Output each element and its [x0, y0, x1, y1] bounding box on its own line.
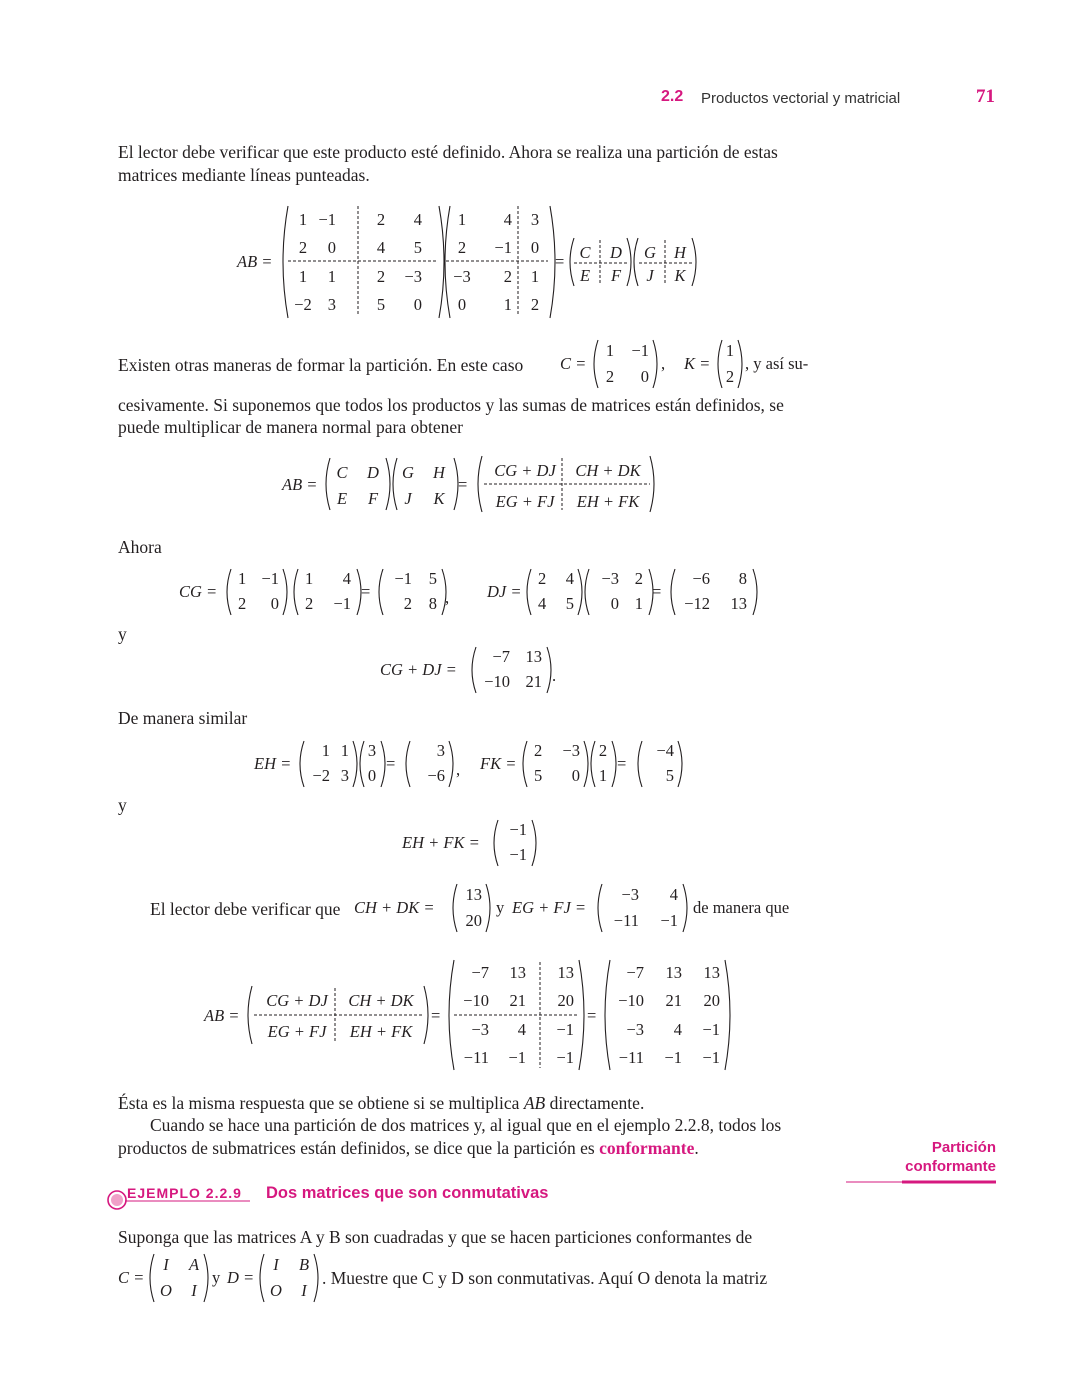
parenthesis-bracket [478, 456, 482, 512]
parenthesis-bracket [527, 569, 531, 615]
parenthesis-bracket [445, 206, 450, 318]
parenthesis-bracket [683, 884, 687, 932]
math-symbol: 2 [598, 741, 608, 760]
math-symbol: 0 [530, 238, 540, 257]
math-symbol: 1 [598, 766, 608, 785]
math-symbol: −3 [621, 885, 639, 904]
math-symbol: 1 [305, 569, 314, 588]
math-symbol: 5 [534, 766, 543, 785]
math-symbol: −11 [463, 1048, 489, 1067]
math-symbol: AB = [282, 475, 318, 494]
equation-final-ab [200, 956, 740, 1078]
parenthesis-bracket [360, 741, 364, 787]
paragraph-line: Existen otras maneras de formar la partición. En este caso [118, 355, 524, 375]
page-number: 71 [976, 86, 995, 107]
math-symbol: I [301, 1281, 307, 1300]
math-symbol: = [431, 1006, 441, 1025]
math-symbol: 1 [298, 267, 308, 286]
math-symbol: −3 [471, 1020, 489, 1039]
parenthesis-bracket [453, 884, 457, 932]
paragraph-line: Ésta es la misma respuesta que se obtiene si se multiplica AB directamente. [118, 1093, 645, 1113]
parenthesis-bracket [260, 1254, 264, 1302]
math-symbol: −3 [404, 267, 422, 286]
math-symbol: = [458, 475, 468, 494]
math-symbol: 2 [503, 267, 512, 286]
math-symbol: 1 [327, 267, 336, 286]
math-symbol: 1 [321, 741, 330, 760]
paragraph-line: y [118, 624, 127, 644]
math-symbol: F [610, 266, 622, 285]
math-symbol: 2 [403, 594, 412, 613]
math-symbol: EG + FJ = [512, 898, 587, 917]
math-symbol: 0 [640, 367, 649, 386]
paragraph-line: matrices mediante líneas punteadas. [118, 165, 370, 185]
term-conformante: conformante [599, 1138, 695, 1158]
parenthesis-bracket [612, 741, 616, 787]
math-symbol: −1 [664, 1048, 682, 1067]
math-symbol: 1 [634, 594, 643, 613]
math-symbol: 1 [457, 210, 467, 229]
parenthesis-bracket [283, 206, 288, 318]
math-symbol: I [163, 1255, 169, 1274]
math-symbol: −2 [312, 766, 330, 785]
matrix-a [288, 206, 437, 316]
math-symbol: y [496, 898, 505, 917]
inline-c-k-matrices [556, 336, 826, 392]
parenthesis-bracket [594, 340, 598, 388]
math-symbol: 4 [342, 569, 351, 588]
math-symbol: −11 [618, 1048, 644, 1067]
math-symbol: 5 [413, 238, 422, 257]
math-symbol: −10 [463, 991, 489, 1010]
math-symbol: 21 [509, 991, 526, 1010]
math-symbol: 21 [525, 672, 542, 691]
section-number: 2.2 [661, 88, 684, 105]
math-symbol: EH + FK [349, 1022, 413, 1041]
parenthesis-bracket [314, 1254, 318, 1302]
math-symbol: EH + FK = [402, 833, 480, 852]
math-symbol: 13 [509, 963, 526, 982]
math-symbol: G [402, 463, 414, 482]
math-symbol: CH + DK = [354, 898, 435, 917]
parenthesis-bracket [300, 741, 304, 787]
math-symbol: 13 [557, 963, 574, 982]
math-symbol: 0 [571, 766, 580, 785]
margin-rule [846, 1178, 998, 1186]
math-symbol: 4 [503, 210, 512, 229]
math-symbol: de manera que [693, 898, 790, 917]
math-symbol: 3 [340, 766, 349, 785]
parenthesis-bracket [379, 569, 383, 615]
parenthesis-bracket [494, 820, 498, 866]
math-symbol: −1 [702, 1020, 720, 1039]
math-symbol: H [433, 463, 445, 482]
math-symbol: E [579, 266, 591, 285]
parenthesis-bracket [585, 569, 589, 615]
math-symbol: −1 [494, 238, 512, 257]
math-symbol: 4 [669, 885, 678, 904]
paragraph-line: cesivamente. Si suponemos que todos los productos y las sumas de matrices están definidos, se [118, 395, 784, 415]
math-symbol: −1 [631, 341, 649, 360]
math-symbol: CH + DK [348, 991, 414, 1010]
math-symbol: EH = [254, 754, 292, 773]
parenthesis-bracket [449, 741, 453, 787]
math-symbol: D [367, 463, 379, 482]
math-symbol: 2 [538, 569, 547, 588]
math-symbol: C [336, 463, 348, 482]
math-symbol: 1 [503, 295, 512, 314]
parenthesis-bracket [393, 458, 397, 510]
margin-note: Partición conformante [905, 1139, 996, 1175]
paragraph-line: El lector debe verificar que este producto esté definido. Ahora se realiza una partición de estas [118, 142, 778, 162]
parenthesis-bracket [386, 458, 390, 510]
math-symbol: C = [560, 354, 587, 373]
math-symbol: 20 [557, 991, 574, 1010]
paragraph-line: De manera similar [118, 708, 248, 728]
math-symbol: O [270, 1281, 282, 1300]
math-symbol: 0 [413, 295, 422, 314]
math-symbol: 5 [428, 569, 437, 588]
math-symbol: AB = [204, 1006, 240, 1025]
parenthesis-bracket [725, 960, 730, 1070]
math-symbol: 4 [517, 1020, 526, 1039]
math-symbol: 1 [530, 267, 540, 286]
parenthesis-bracket [547, 647, 551, 693]
math-symbol: CG = [179, 582, 218, 601]
math-symbol: 2 [534, 741, 543, 760]
math-symbol: C [579, 243, 591, 262]
parenthesis-bracket [523, 741, 527, 787]
math-symbol: 13 [665, 963, 682, 982]
math-symbol: −3 [562, 741, 580, 760]
math-symbol: 13 [465, 885, 482, 904]
math-symbol: = [652, 582, 662, 601]
math-symbol: O [160, 1281, 172, 1300]
math-symbol: 1 [725, 341, 735, 360]
math-symbol: −10 [618, 991, 644, 1010]
math-symbol: −1 [702, 1048, 720, 1067]
math-symbol: , [661, 354, 666, 373]
math-symbol: 2 [457, 238, 467, 257]
math-symbol: B [298, 1255, 310, 1274]
equation-eh-fk [250, 737, 690, 791]
math-symbol: = [386, 754, 396, 773]
math-symbol: 21 [665, 991, 682, 1010]
math-symbol: 5 [665, 766, 674, 785]
math-symbol: = [617, 754, 627, 773]
parenthesis-bracket [486, 884, 490, 932]
math-symbol: 13 [703, 963, 720, 982]
parenthesis-bracket [605, 960, 610, 1070]
math-symbol: 2 [298, 238, 308, 257]
math-symbol: −1 [508, 1048, 526, 1067]
math-symbol: CG + DJ [494, 461, 556, 480]
math-symbol: −1 [509, 820, 527, 839]
equation-partitioned-ab [230, 200, 710, 325]
math-symbol: CH + DK [575, 461, 641, 480]
math-symbol: = [361, 582, 371, 601]
math-symbol: CG + DJ [266, 991, 328, 1010]
math-symbol: −1 [261, 569, 279, 588]
paragraph-line: . Muestre que C y D son conmutativas. Aquí O denota la matriz [322, 1268, 768, 1288]
math-symbol: −11 [613, 911, 639, 930]
math-symbol: −1 [556, 1048, 574, 1067]
equation-block-product [278, 452, 668, 518]
paragraph-line: productos de submatrices están definidos, se dice que la partición es conformante. [118, 1138, 699, 1158]
math-symbol: J [404, 489, 412, 508]
math-symbol: J [646, 266, 654, 285]
math-symbol: 0 [327, 238, 336, 257]
parenthesis-bracket [591, 741, 595, 787]
math-symbol: 1 [340, 741, 349, 760]
paragraph-line: puede multiplicar de manera normal para obtener [118, 417, 463, 437]
math-symbol: 2 [605, 367, 615, 386]
math-symbol: C = [118, 1268, 145, 1287]
math-symbol: D [610, 243, 622, 262]
math-symbol: −7 [471, 963, 489, 982]
example-tag: EJEMPLO 2.2.9 [127, 1185, 242, 1201]
math-symbol: K [674, 266, 686, 285]
math-symbol: 3 [436, 741, 445, 760]
math-symbol: H [674, 243, 686, 262]
parenthesis-bracket [584, 741, 588, 787]
paragraph-line: y [118, 795, 127, 815]
math-symbol: −1 [556, 1020, 574, 1039]
math-symbol: I [191, 1281, 197, 1300]
math-symbol: −10 [484, 672, 510, 691]
parenthesis-bracket [579, 960, 584, 1070]
math-symbol: 3 [327, 295, 336, 314]
parenthesis-bracket [150, 1254, 154, 1302]
math-symbol: EG + FJ [267, 1022, 327, 1041]
inline-ch-eg-matrices [350, 880, 810, 936]
math-symbol: CG + DJ = [380, 660, 457, 679]
math-symbol: D = [227, 1268, 255, 1287]
math-symbol: I [273, 1255, 279, 1274]
parenthesis-bracket [381, 741, 385, 787]
parenthesis-bracket [248, 986, 252, 1044]
math-symbol: A [188, 1255, 200, 1274]
parenthesis-bracket [283, 569, 287, 615]
parenthesis-bracket [653, 340, 657, 388]
math-symbol: 13 [525, 647, 542, 666]
parenthesis-bracket [692, 238, 696, 286]
paragraph-line: El lector debe verificar que [150, 899, 341, 919]
math-symbol: 4 [673, 1020, 682, 1039]
math-symbol: 4 [538, 594, 547, 613]
math-symbol: y [212, 1268, 221, 1287]
math-symbol: −4 [656, 741, 674, 760]
parenthesis-bracket [738, 340, 742, 388]
paragraph-line: Cuando se hace una partición de dos matrices y, al igual que en el ejemplo 2.2.8, todos los [150, 1115, 782, 1135]
math-symbol: 0 [610, 594, 619, 613]
math-symbol: 2 [376, 267, 386, 286]
parenthesis-bracket [634, 238, 638, 286]
math-symbol: 20 [703, 991, 720, 1010]
parenthesis-bracket [449, 960, 454, 1070]
eq-lhs: AB = [237, 252, 273, 271]
parenthesis-bracket [472, 647, 476, 693]
parenthesis-bracket [227, 569, 231, 615]
parenthesis-bracket [532, 820, 536, 866]
math-symbol: 8 [738, 569, 747, 588]
math-symbol: FK = [480, 754, 517, 773]
parenthesis-bracket [598, 884, 602, 932]
math-symbol: −1 [394, 569, 412, 588]
parenthesis-bracket [204, 1254, 208, 1302]
parenthesis-bracket [406, 741, 410, 787]
math-symbol: 2 [238, 594, 247, 613]
parenthesis-bracket [326, 458, 330, 510]
math-symbol: 1 [238, 569, 247, 588]
math-symbol: 2 [725, 367, 735, 386]
math-symbol: 2 [376, 210, 386, 229]
section-title: Productos vectorial y matricial [701, 90, 901, 107]
matrix-b [446, 206, 548, 316]
math-symbol: −6 [427, 766, 445, 785]
math-symbol: −1 [318, 210, 336, 229]
math-symbol: 5 [565, 594, 574, 613]
parenthesis-bracket [718, 340, 722, 388]
math-symbol: , [445, 588, 450, 607]
parenthesis-bracket [294, 569, 298, 615]
math-symbol: 0 [457, 295, 467, 314]
equation-eh-plus-fk [398, 816, 548, 870]
math-symbol: , y así su- [745, 354, 809, 373]
math-symbol: −6 [692, 569, 710, 588]
math-symbol: −12 [684, 594, 710, 613]
parenthesis-bracket [439, 206, 444, 318]
math-symbol: G [644, 243, 656, 262]
math-symbol: −3 [601, 569, 619, 588]
math-symbol: −2 [294, 295, 312, 314]
math-symbol: 1 [298, 210, 308, 229]
parenthesis-bracket [353, 741, 357, 787]
math-symbol: , [456, 760, 461, 779]
parenthesis-bracket [578, 569, 582, 615]
parenthesis-bracket [671, 569, 675, 615]
parenthesis-bracket [650, 456, 654, 512]
paragraph-line: Ahora [118, 537, 162, 557]
math-symbol: 2 [305, 594, 314, 613]
parenthesis-bracket [570, 238, 574, 286]
math-symbol: K [433, 489, 445, 508]
example-title: Dos matrices que son conmutativas [266, 1184, 549, 1202]
math-symbol: DJ = [487, 582, 522, 601]
math-symbol: 2 [530, 295, 540, 314]
math-symbol: −7 [626, 963, 644, 982]
math-symbol: 20 [465, 911, 482, 930]
math-symbol: 13 [730, 594, 747, 613]
math-symbol: −3 [453, 267, 471, 286]
math-symbol: F [367, 489, 379, 508]
math-symbol: 3 [367, 741, 377, 760]
math-symbol: K = [684, 354, 711, 373]
paragraph-line: Suponga que las matrices A y B son cuadradas y que se hacen particiones conformantes de [118, 1227, 753, 1247]
parenthesis-bracket [753, 569, 757, 615]
parenthesis-bracket [424, 986, 428, 1044]
math-symbol: 4 [413, 210, 422, 229]
math-symbol: 0 [270, 594, 279, 613]
math-symbol: 3 [530, 210, 540, 229]
parenthesis-bracket [627, 238, 631, 286]
math-symbol: 1 [605, 341, 615, 360]
parenthesis-bracket [638, 741, 642, 787]
math-symbol: −1 [509, 845, 527, 864]
math-symbol: = [587, 1006, 597, 1025]
math-symbol: 4 [565, 569, 574, 588]
math-symbol: −1 [660, 911, 678, 930]
math-symbol: EH + FK [576, 492, 640, 511]
math-symbol: = [555, 252, 565, 271]
math-symbol: −7 [492, 647, 510, 666]
math-symbol: −1 [333, 594, 351, 613]
math-symbol: E [336, 489, 348, 508]
math-symbol: EG + FJ [495, 492, 555, 511]
math-symbol: −3 [626, 1020, 644, 1039]
math-symbol: 8 [428, 594, 437, 613]
math-symbol: 5 [376, 295, 386, 314]
math-symbol: 4 [376, 238, 386, 257]
parenthesis-bracket [678, 741, 682, 787]
equation-cg-plus-dj [376, 643, 576, 697]
math-symbol: 0 [367, 766, 377, 785]
math-symbol: . [552, 666, 557, 685]
equation-cg-dj [175, 565, 765, 619]
math-symbol: 2 [634, 569, 643, 588]
